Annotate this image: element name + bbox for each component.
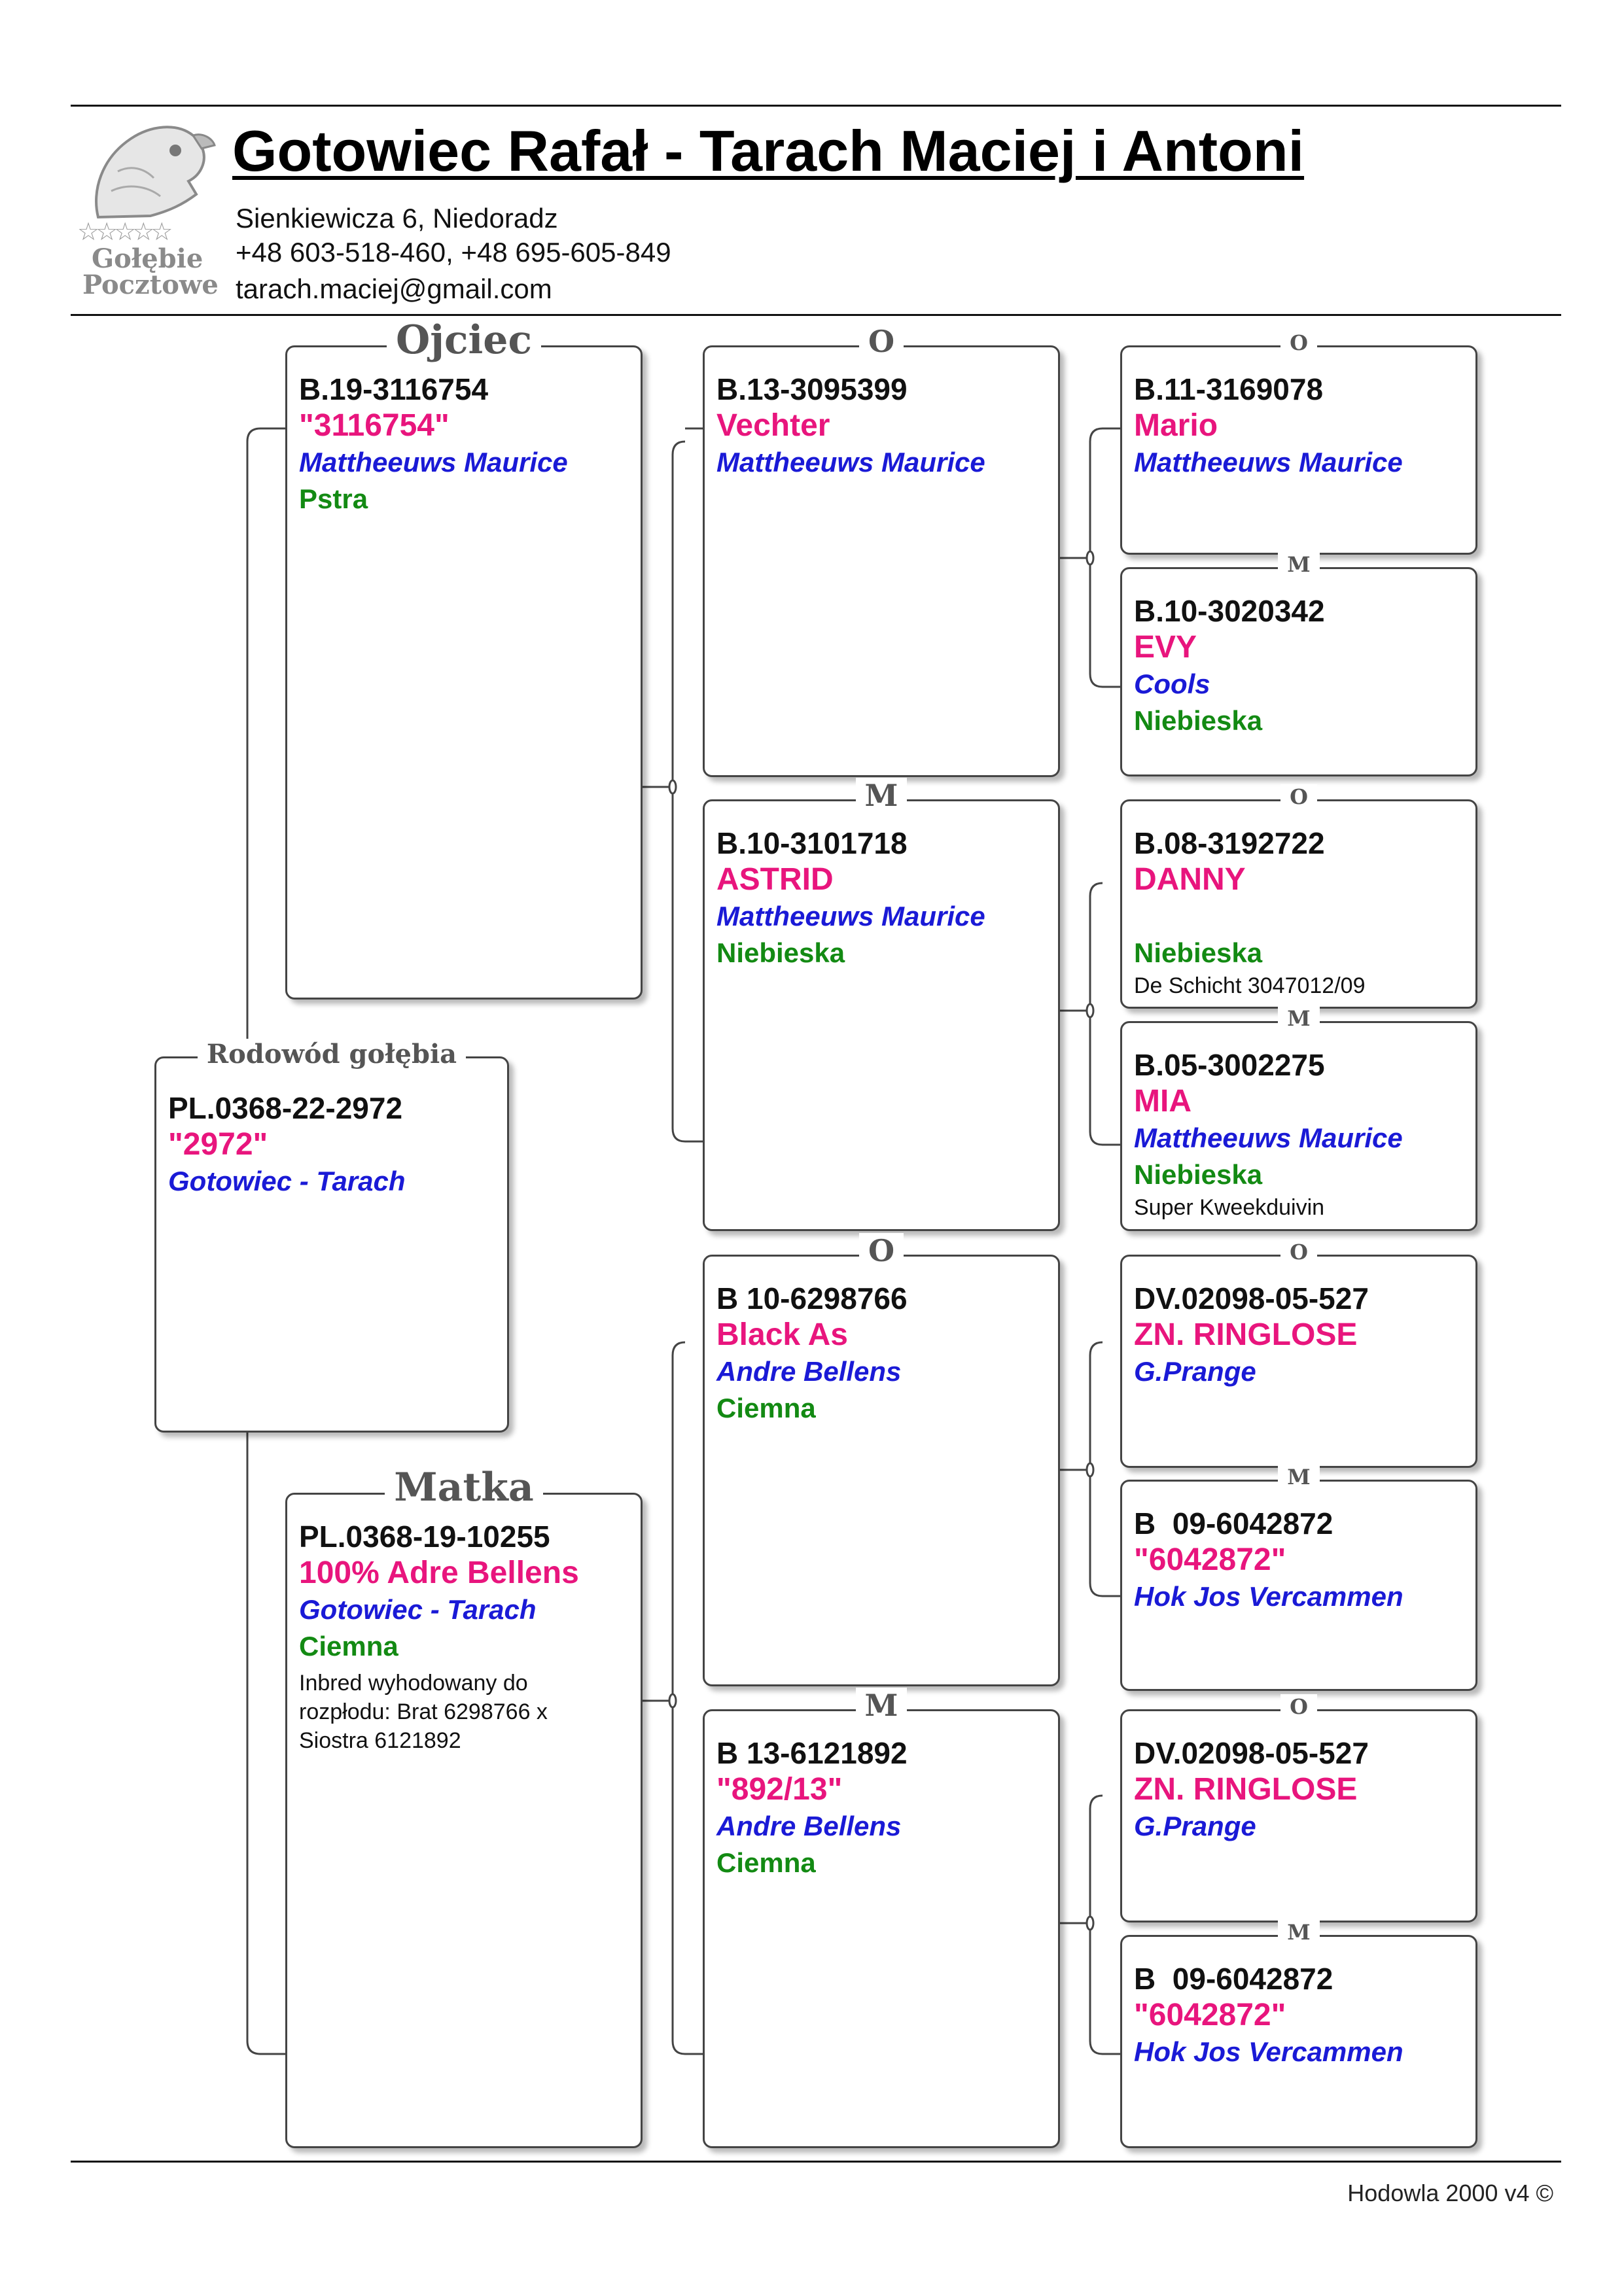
ring-number: PL.0368-22-2972 [168, 1091, 403, 1125]
breeder: Andre Bellens [716, 1811, 902, 1841]
breeder: Mattheeuws Maurice [716, 447, 985, 478]
breeder: Mattheeuws Maurice [1134, 447, 1403, 478]
feather-color: Niebieska [716, 937, 845, 968]
ring-number: B.05-3002275 [1134, 1048, 1325, 1082]
pigeon-name: ZN. RINGLOSE [1134, 1317, 1358, 1352]
ring-number: B.19-3116754 [299, 372, 489, 406]
ring-number: B.13-3095399 [716, 372, 908, 406]
card-label: O [859, 324, 904, 359]
ring-number: B.10-3101718 [716, 826, 908, 860]
pedigree-root-card [154, 1039, 509, 1433]
pigeon-name: Vechter [716, 408, 830, 443]
pigeon-name: Black As [716, 1317, 848, 1352]
ring-number: B.11-3169078 [1134, 372, 1324, 406]
feather-color: Ciemna [716, 1847, 816, 1878]
phone-numbers: +48 603-518-460, +48 695-605-849 [236, 237, 671, 268]
ring-number: B.08-3192722 [1134, 826, 1325, 860]
pigeon-name: "2972" [168, 1127, 268, 1162]
pigeon-name: DANNY [1134, 862, 1246, 897]
card-label: M [856, 1688, 908, 1723]
email: tarach.maciej@gmail.com [236, 273, 552, 304]
card-label: O [1280, 1240, 1317, 1264]
breeder: G.Prange [1134, 1356, 1256, 1387]
card-label: M [1278, 1006, 1319, 1031]
ring-number: DV.02098-05-527 [1134, 1736, 1369, 1770]
footer-divider [71, 2161, 1561, 2163]
pigeon-name: "3116754" [299, 408, 450, 443]
ring-number: DV.02098-05-527 [1134, 1281, 1369, 1315]
breeder: Cools [1134, 669, 1210, 699]
grandfather-paternal-card [703, 324, 1060, 777]
breeder: Andre Bellens [716, 1356, 902, 1387]
great-grandparent-card-4 [1120, 1006, 1477, 1231]
grandfather-maternal-card [703, 1233, 1060, 1686]
card-label: M [1278, 552, 1319, 577]
card-label: O [1280, 1694, 1317, 1719]
breeder: Mattheeuws Maurice [716, 901, 985, 931]
pigeon-name: EVY [1134, 630, 1197, 665]
card-label: Rodowód gołębia [198, 1039, 466, 1070]
pigeon-name: Mario [1134, 408, 1218, 443]
ring-number: B 10-6298766 [716, 1281, 908, 1315]
great-grandparent-card-6 [1120, 1465, 1477, 1691]
card-label: O [1280, 330, 1317, 355]
pigeon-name: "892/13" [716, 1772, 843, 1807]
breeder-empty [1134, 898, 1469, 935]
great-grandparent-card-2 [1120, 552, 1477, 776]
breeder: Mattheeuws Maurice [299, 447, 568, 478]
card-label: O [859, 1233, 904, 1268]
great-grandparent-card-7 [1120, 1694, 1477, 1922]
note: Super Kweekduivin [1134, 1195, 1325, 1220]
breeder: Mattheeuws Maurice [1134, 1122, 1403, 1153]
page-title: Gotowiec Rafał - Tarach Maciej i Antoni [232, 118, 1305, 183]
stars-icon: ☆☆☆☆☆ [77, 217, 169, 246]
feather-color: Niebieska [1134, 937, 1263, 968]
breeder: G.Prange [1134, 1811, 1256, 1841]
logo-text-golebie: Gołębie [92, 243, 203, 274]
ring-number: B.10-3020342 [1134, 594, 1325, 628]
mother-card [285, 1465, 643, 2148]
ring-number: B 09-6042872 [1134, 1962, 1333, 1996]
note: Inbred wyhodowany do rozpłodu: Brat 6298766 x Siostra 6121892 [299, 1671, 548, 1753]
footer-credit: Hodowla 2000 v4 © [1347, 2180, 1553, 2206]
father-card [285, 317, 643, 1000]
logo-text-pocztowe: Pocztowe [82, 270, 219, 300]
pigeon-name: "6042872" [1134, 1542, 1286, 1577]
great-grandparent-card-5 [1120, 1240, 1477, 1468]
pigeon-name: ASTRID [716, 862, 834, 897]
feather-color: Niebieska [1134, 1159, 1263, 1190]
ring-number: B 13-6121892 [716, 1736, 908, 1770]
breeder: Gotowiec - Tarach [168, 1166, 406, 1196]
pigeon-name: MIA [1134, 1084, 1192, 1119]
card-label: O [1280, 784, 1317, 809]
card-label: Ojciec [387, 317, 541, 363]
feather-color: Pstra [299, 483, 368, 514]
note: De Schicht 3047012/09 [1134, 973, 1366, 998]
grandmother-paternal-card [703, 778, 1060, 1231]
ring-number: PL.0368-19-10255 [299, 1520, 550, 1554]
card-label: Matka [385, 1465, 542, 1510]
grandmother-maternal-card [703, 1688, 1060, 2148]
breeder: Hok Jos Vercammen [1134, 1581, 1403, 1612]
card-label: M [1278, 1465, 1319, 1489]
feather-color: Ciemna [716, 1393, 816, 1423]
great-grandparent-card-3 [1120, 784, 1477, 1009]
pigeon-name: 100% Adre Bellens [299, 1556, 579, 1590]
ring-number: B 09-6042872 [1134, 1506, 1333, 1540]
great-grandparent-card-1 [1120, 330, 1477, 555]
address: Sienkiewicza 6, Niedoradz [236, 203, 558, 234]
breeder: Gotowiec - Tarach [299, 1594, 537, 1625]
pigeon-name: ZN. RINGLOSE [1134, 1772, 1358, 1807]
breeder: Hok Jos Vercammen [1134, 2036, 1403, 2067]
card-label: M [856, 778, 908, 813]
great-grandparent-card-8 [1120, 1920, 1477, 2148]
feather-color: Niebieska [1134, 705, 1263, 736]
pigeon-name: "6042872" [1134, 1998, 1286, 2032]
card-label: M [1278, 1920, 1319, 1945]
feather-color: Ciemna [299, 1631, 398, 1661]
